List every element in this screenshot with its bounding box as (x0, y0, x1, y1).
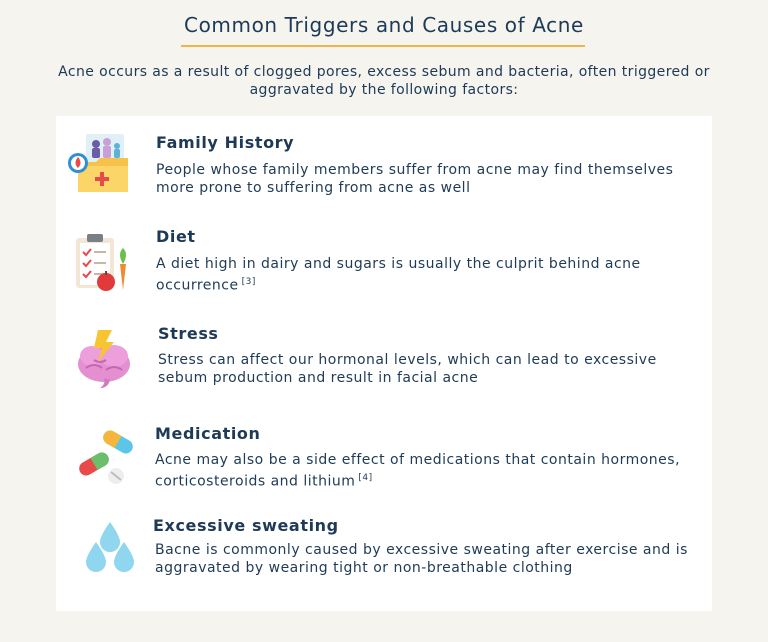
factor-heading: Family History (156, 133, 295, 152)
intro-text: Acne occurs as a result of clogged pores, excess sebum and bacteria, often triggered or aggravated by the following factors: (58, 64, 710, 98)
family-folder-icon (66, 132, 132, 202)
factors-card (56, 116, 712, 611)
factor-description: Bacne is commonly caused by excessive sweating after exercise and is aggravated by wearing tight or non-breathable clothing (155, 542, 688, 576)
page-title: Common Triggers and Causes of Acne (184, 13, 584, 37)
citation-ref: [3] (241, 277, 256, 287)
factor-description: A diet high in dairy and sugars is usually the culprit behind acne occurrence [3] (156, 256, 641, 294)
factor-description: People whose family members suffer from acne may find themselves more prone to suffering from acne as well (156, 162, 674, 196)
diet-clipboard-icon (70, 230, 136, 300)
title-underline (181, 45, 585, 47)
sweat-drops-icon (84, 520, 136, 578)
brain-lightning-icon (74, 328, 136, 394)
factor-description: Acne may also be a side effect of medications that contain hormones, corticosteroids and lithium [4] (155, 452, 681, 490)
factor-heading: Excessive sweating (153, 516, 339, 535)
factor-heading: Medication (155, 424, 261, 443)
factor-description: Stress can affect our hormonal levels, which can lead to excessive sebum production and result in facial acne (158, 352, 657, 386)
factor-heading: Diet (156, 227, 196, 246)
pills-icon (76, 426, 140, 492)
citation-ref: [4] (358, 473, 373, 483)
factor-heading: Stress (158, 324, 219, 343)
